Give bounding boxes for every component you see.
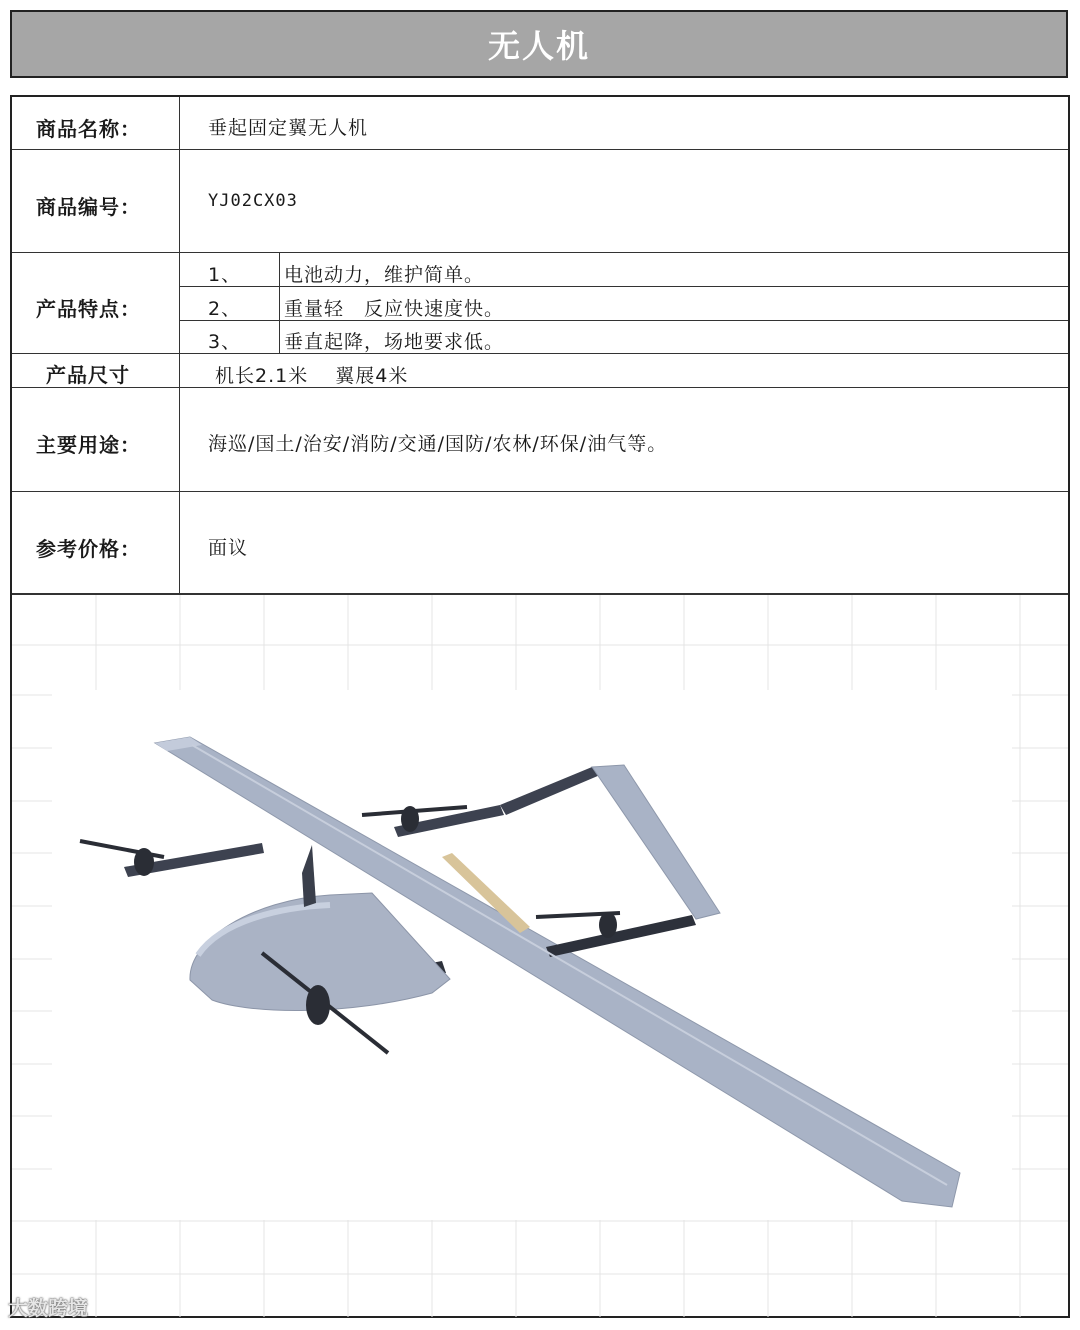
price-label: 参考价格： <box>36 537 141 561</box>
product-name-value: 垂起固定翼无人机 <box>208 117 369 139</box>
row-divider <box>12 353 1068 354</box>
feature-text: 电池动力，维护简单。 <box>284 264 485 286</box>
feature-text: 重量轻 反应快速度快。 <box>284 298 505 320</box>
feature-number: 2、 <box>208 298 242 320</box>
spec-table <box>10 95 1070 1318</box>
feature-number: 1、 <box>208 264 242 286</box>
product-code-value: YJ02CX03 <box>208 191 298 211</box>
product-name-label: 商品名称： <box>36 117 141 141</box>
row-divider <box>12 149 1068 150</box>
row-divider <box>12 252 1068 253</box>
usage-label: 主要用途： <box>36 433 141 457</box>
size-label: 产品尺寸 <box>46 363 130 387</box>
drone-image <box>12 595 1068 1317</box>
row-divider <box>12 491 1068 492</box>
usage-value: 海巡/国土/治安/消防/交通/国防/农林/环保/油气等。 <box>208 433 668 455</box>
row-divider <box>12 387 1068 388</box>
feature-number: 3、 <box>208 331 242 353</box>
watermark: 大数跨境 <box>8 1296 88 1320</box>
feature-text: 垂直起降，场地要求低。 <box>284 331 505 353</box>
features-label: 产品特点： <box>36 297 141 321</box>
page-title: 无人机 <box>487 27 590 65</box>
product-photo <box>12 595 1068 1317</box>
price-value: 面议 <box>208 537 249 559</box>
size-value: 机长2.1米 翼展4米 <box>215 365 409 387</box>
product-code-label: 商品编号： <box>36 195 141 219</box>
column-divider <box>179 97 180 593</box>
page-title-bar <box>10 10 1068 78</box>
column-divider <box>279 252 280 353</box>
